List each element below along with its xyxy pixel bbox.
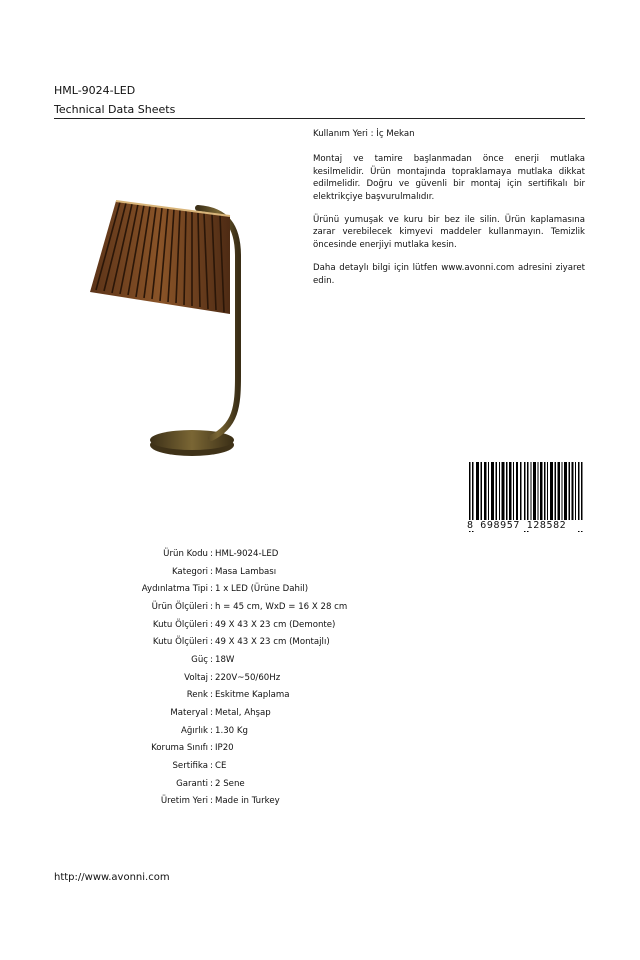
info-section [313, 128, 585, 298]
spec-value: 49 X 43 X 23 cm (Montajlı) [215, 637, 330, 648]
spec-row [100, 722, 520, 740]
spec-label: Koruma Sınıfı [151, 743, 208, 754]
spec-label: Kategori [171, 566, 208, 577]
spec-label: Kutu Ölçüleri [152, 637, 208, 648]
spec-label: Ağırlık [180, 725, 208, 736]
spec-separator: : [210, 761, 213, 772]
spec-separator: : [210, 601, 213, 612]
spec-separator: : [210, 637, 213, 648]
spec-label: Ürün Kodu [163, 548, 208, 559]
spec-value: 220V~50/60Hz [215, 672, 281, 683]
website-paragraph: Daha detaylı bilgi için lütfen www.avonni.com adresini ziyaret edin. [313, 263, 585, 286]
spec-separator: : [210, 584, 213, 595]
header-divider [54, 118, 585, 119]
spec-value: Eskitme Kaplama [215, 690, 290, 701]
spec-separator: : [210, 672, 213, 683]
document-subtitle: Technical Data Sheets [54, 103, 176, 116]
spec-value: Made in Turkey [215, 796, 280, 807]
safety-paragraph: Montaj ve tamire başlanmadan önce enerji mutlaka kesilmelidir. Ürün montajında topraklamaya mutlaka dikkat edilmelidir. Doğru ve güvenli bir montaj için sertifikalı bir elektrikçiye başvurulmalıdır. [313, 154, 585, 202]
spec-separator: : [210, 796, 213, 807]
spec-separator: : [210, 743, 213, 754]
spec-separator: : [210, 619, 213, 630]
spec-row [100, 580, 520, 598]
spec-row [100, 669, 520, 687]
cleaning-paragraph: Ürünü yumuşak ve kuru bir bez ile silin. Ürün kaplamasına zarar verebilecek kimyevi maddeler kullanmayın. Temizlik öncesinde enerjiyi mutlaka kesin. [313, 215, 585, 250]
spec-value: h = 45 cm, WxD = 16 X 28 cm [215, 601, 348, 612]
spec-row [100, 616, 520, 634]
spec-row [100, 704, 520, 722]
spec-label: Ürün Ölçüleri [151, 601, 208, 612]
spec-label: Aydınlatma Tipi [141, 584, 208, 595]
lamp-product-image [86, 196, 256, 466]
spec-value: 1.30 Kg [215, 725, 248, 736]
footer-url[interactable]: http://www.avonni.com [54, 872, 170, 883]
spec-separator: : [210, 548, 213, 559]
barcode-number: 8 698957 128582 [467, 520, 585, 531]
spec-row [100, 775, 520, 793]
spec-separator: : [210, 708, 213, 719]
spec-label: Sertifika [172, 761, 208, 772]
spec-value: CE [215, 761, 227, 772]
spec-row [100, 598, 520, 616]
spec-row [100, 757, 520, 775]
spec-value: Metal, Ahşap [215, 708, 271, 719]
spec-value: 1 x LED (Ürüne Dahil) [215, 584, 309, 595]
spec-row [100, 563, 520, 581]
spec-separator: : [210, 725, 213, 736]
spec-row [100, 740, 520, 758]
spec-separator: : [210, 778, 213, 789]
spec-value: 18W [215, 654, 235, 665]
spec-label: Üretim Yeri [160, 796, 208, 807]
spec-label: Voltaj [184, 672, 208, 683]
spec-label: Güç [191, 654, 208, 665]
document-header [54, 84, 585, 117]
product-code-title: HML-9024-LED [54, 84, 136, 97]
usage-location: Kullanım Yeri : İç Mekan [313, 129, 415, 139]
spec-value: IP20 [215, 743, 234, 754]
spec-separator: : [210, 654, 213, 665]
spec-row [100, 651, 520, 669]
spec-value: 49 X 43 X 23 cm (Demonte) [215, 619, 336, 630]
spec-label: Garanti [176, 778, 208, 789]
spec-table [100, 545, 520, 810]
spec-label: Renk [186, 690, 208, 701]
spec-value: 2 Sene [215, 778, 245, 789]
spec-row [100, 545, 520, 563]
spec-value: HML-9024-LED [215, 548, 279, 559]
spec-separator: : [210, 566, 213, 577]
spec-row [100, 633, 520, 651]
spec-value: Masa Lambası [215, 566, 277, 577]
spec-label: Kutu Ölçüleri [152, 619, 208, 630]
spec-row [100, 687, 520, 705]
spec-separator: : [210, 690, 213, 701]
spec-label: Materyal [170, 708, 208, 719]
spec-row [100, 793, 520, 811]
